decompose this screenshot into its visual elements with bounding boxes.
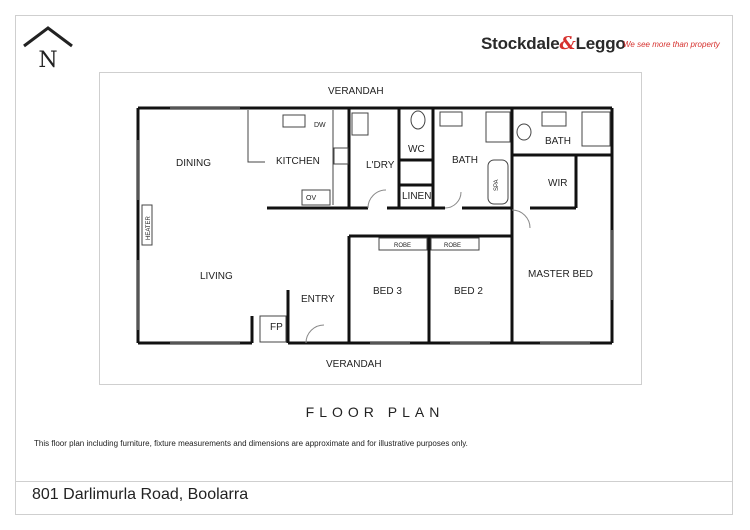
north-letter: N bbox=[38, 48, 58, 72]
label-bed-2: BED 2 bbox=[454, 286, 483, 297]
label-wc: WC bbox=[408, 144, 425, 155]
label-fp: FP bbox=[270, 322, 283, 333]
brand-logo: Stockdale&Leggo bbox=[481, 33, 626, 54]
plan-title: FLOOR PLAN bbox=[305, 404, 445, 420]
label-heater: HEATER bbox=[146, 216, 152, 240]
windows bbox=[138, 108, 612, 343]
label-verandah-top: VERANDAH bbox=[328, 86, 384, 97]
doors bbox=[306, 190, 530, 343]
label-linen: LINEN bbox=[402, 191, 432, 202]
label-dw: DW bbox=[314, 122, 326, 129]
fixtures bbox=[142, 111, 610, 342]
label-kitchen: KITCHEN bbox=[276, 156, 320, 167]
label-wir: WIR bbox=[548, 178, 568, 189]
label-robe-2: ROBE bbox=[444, 243, 462, 249]
label-spa: SPA bbox=[494, 179, 500, 191]
disclaimer-text: This floor plan including furniture, fixture measurements and dimensions are approximate and for illustrative purposes only. bbox=[34, 439, 468, 448]
property-address: 801 Darlimurla Road, Boolarra bbox=[32, 486, 249, 503]
label-entry: ENTRY bbox=[301, 294, 335, 305]
label-master-bed: MASTER BED bbox=[528, 269, 594, 280]
walls bbox=[138, 108, 612, 343]
label-laundry: L'DRY bbox=[366, 160, 395, 171]
label-dining: DINING bbox=[176, 158, 211, 169]
label-bath-2: BATH bbox=[545, 136, 571, 147]
brand-tagline: We see more than property bbox=[623, 40, 720, 49]
footer-divider bbox=[15, 481, 733, 482]
label-bed-3: BED 3 bbox=[373, 286, 402, 297]
label-bath-1: BATH bbox=[452, 155, 478, 166]
label-living: LIVING bbox=[200, 271, 233, 282]
label-ov: OV bbox=[306, 195, 317, 202]
label-robe-1: ROBE bbox=[394, 243, 412, 249]
label-verandah-bottom: VERANDAH bbox=[326, 359, 382, 370]
